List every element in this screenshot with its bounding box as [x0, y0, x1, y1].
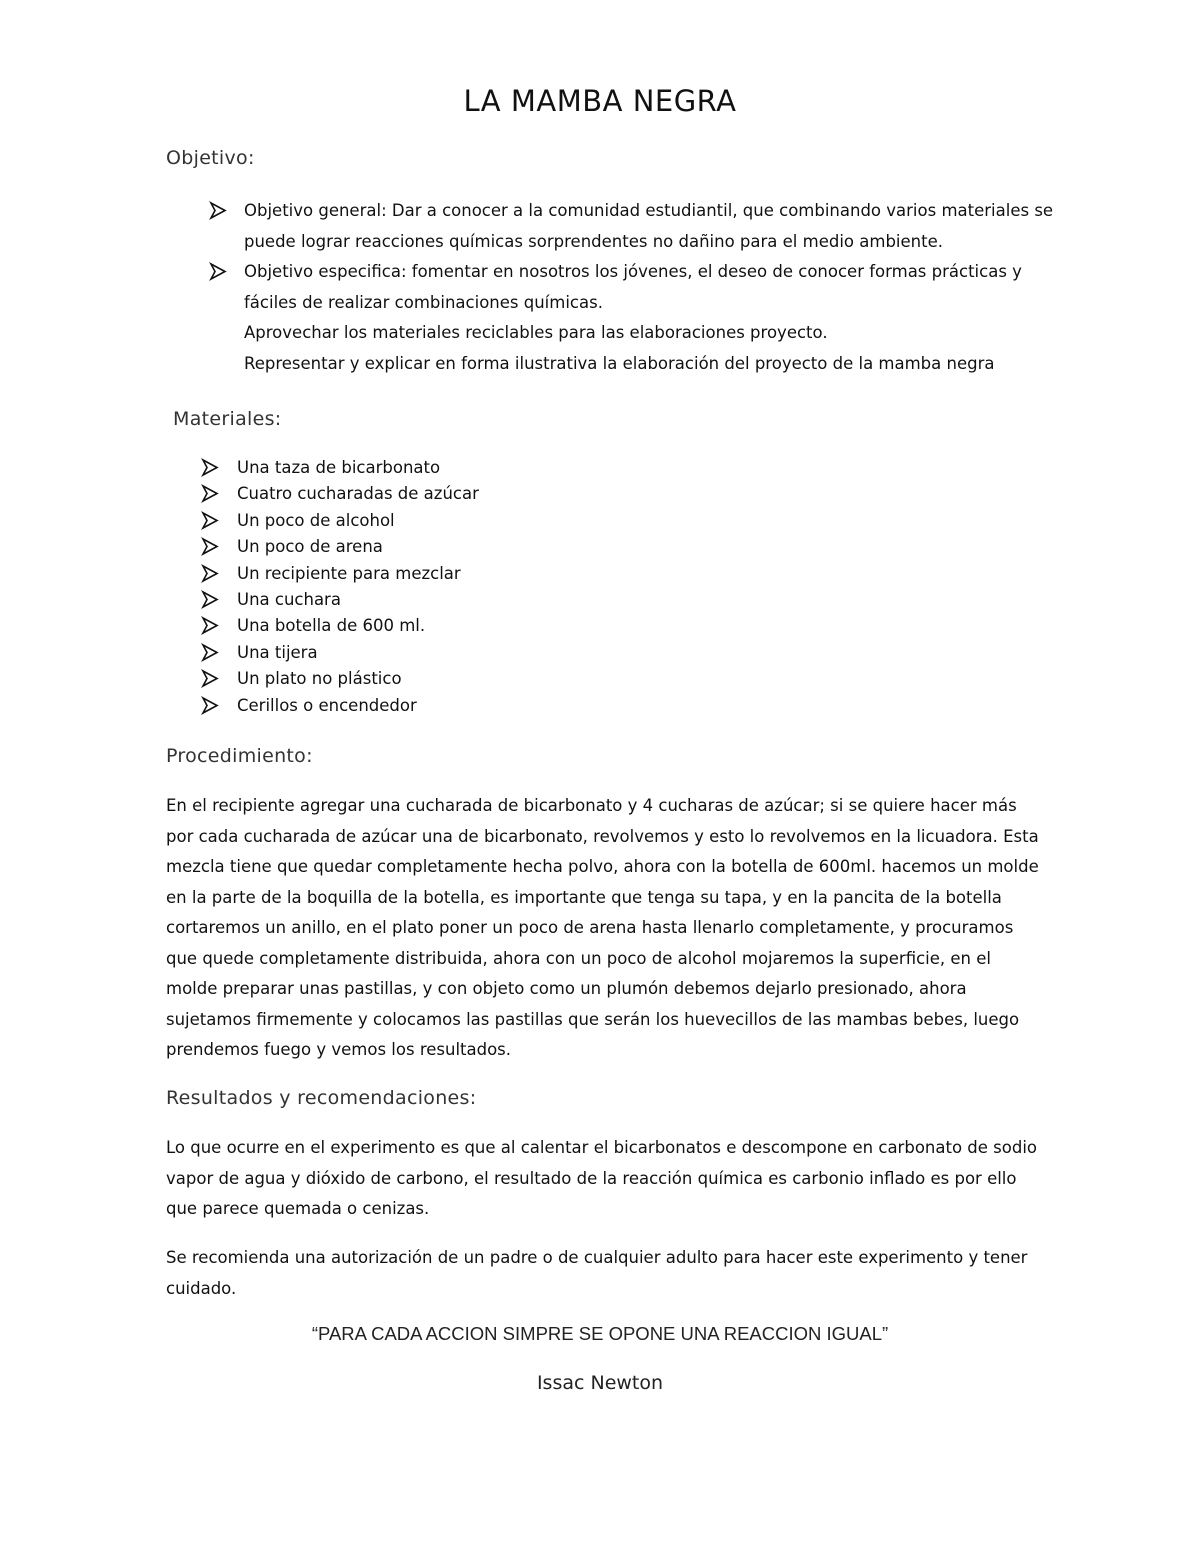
materiales-item-label: Un poco de arena: [237, 537, 383, 557]
materiales-item: [200, 481, 479, 507]
objetivo-item-especifico: [208, 257, 1058, 318]
materiales-item: [200, 693, 479, 719]
objetivo-item-text: Objetivo general: Dar a conocer a la comunidad estudiantil, que combinando varios materiales se puede lograr reacciones químicas sorprendentes no dañino para el medio ambiente.: [244, 201, 1054, 251]
materiales-item: [200, 640, 479, 666]
objetivo-extra-line: Representar y explicar en forma ilustrativa la elaboración del proyecto de la mamba negra: [244, 353, 995, 373]
materiales-item-label: Un plato no plástico: [237, 669, 402, 689]
materiales-item: [200, 666, 479, 692]
quote-author: Issac Newton: [536, 1372, 664, 1394]
materiales-item-label: Una tijera: [237, 642, 318, 662]
materiales-item-label: Una botella de 600 ml.: [237, 616, 426, 636]
objetivo-extra-line: Aprovechar los materiales reciclables para las elaboraciones proyecto.: [244, 323, 828, 342]
materiales-item: [200, 534, 479, 560]
newton-quote: “PARA CADA ACCION SIMPRE SE OPONE UNA REACCION IGUAL”: [311, 1323, 889, 1344]
materiales-item: [200, 508, 479, 534]
objetivo-heading: Objetivo:: [166, 147, 255, 169]
materiales-item-label: Un recipiente para mezclar: [237, 563, 461, 583]
objetivo-list: [208, 196, 1058, 379]
materiales-item-label: Una cuchara: [237, 589, 341, 609]
recomendaciones-paragraph: Se recomienda una autorización de un padre o de cualquier adulto para hacer este experimento y tener cuidado.: [166, 1248, 1028, 1298]
resultados-paragraph: Lo que ocurre en el experimento es que al calentar el bicarbonatos e descompone en carbonato de sodio vapor de agua y dióxido de carbono, el resultado de la reacción química es carbonio inflado es por ello que parece quemada o cenizas.: [166, 1138, 1038, 1218]
materiales-item-label: Un poco de alcohol: [237, 510, 395, 530]
materiales-item: [200, 613, 479, 639]
arrowhead-bullet-icon: [208, 196, 228, 226]
materiales-item: [200, 455, 479, 481]
procedimiento-heading: Procedimiento:: [166, 745, 313, 767]
materiales-list: [200, 455, 479, 719]
materiales-item: [200, 587, 479, 613]
materiales-heading: Materiales:: [173, 408, 282, 430]
resultados-heading: Resultados y recomendaciones:: [166, 1087, 477, 1109]
materiales-item-label: Cerillos o encendedor: [237, 695, 417, 715]
document-title: LA MAMBA NEGRA: [463, 84, 737, 118]
arrowhead-bullet-icon: [208, 257, 228, 287]
materiales-item: [200, 561, 479, 587]
materiales-item-label: Cuatro cucharadas de azúcar: [237, 484, 479, 504]
objetivo-item-text: Objetivo especifica: fomentar en nosotros los jóvenes, el deseo de conocer formas prácticas y fáciles de realizar combinaciones químicas.: [244, 262, 1022, 312]
objetivo-item-general: [208, 196, 1058, 257]
procedimiento-paragraph: En el recipiente agregar una cucharada de bicarbonato y 4 cucharas de azúcar; si se quiere hacer más por cada cucharada de azúcar una de bicarbonato, revolvemos y esto lo revolvemos en la licuadora. Esta mezcla tiene que quedar completamente hecha polvo, ahora con la botella de 600ml. hacemos un molde en la parte de la boquilla de la botella, es importante que tenga su tapa, y en la pancita de la botella cortaremos un anillo, en el plato poner un poco de arena hasta llenarlo completamente, y procuramos que quede completamente distribuida, ahora con un poco de alcohol mojaremos la superficie, en el molde preparar unas pastillas, y con objeto como un plumón debemos dejarlo presionado, ahora sujetamos firmemente y colocamos las pastillas que serán los huevecillos de las mambas bebes, luego prendemos fuego y vemos los resultados.: [166, 796, 1039, 1059]
arrowhead-bullet-icon: [200, 691, 220, 721]
materiales-item-label: Una taza de bicarbonato: [237, 458, 441, 477]
